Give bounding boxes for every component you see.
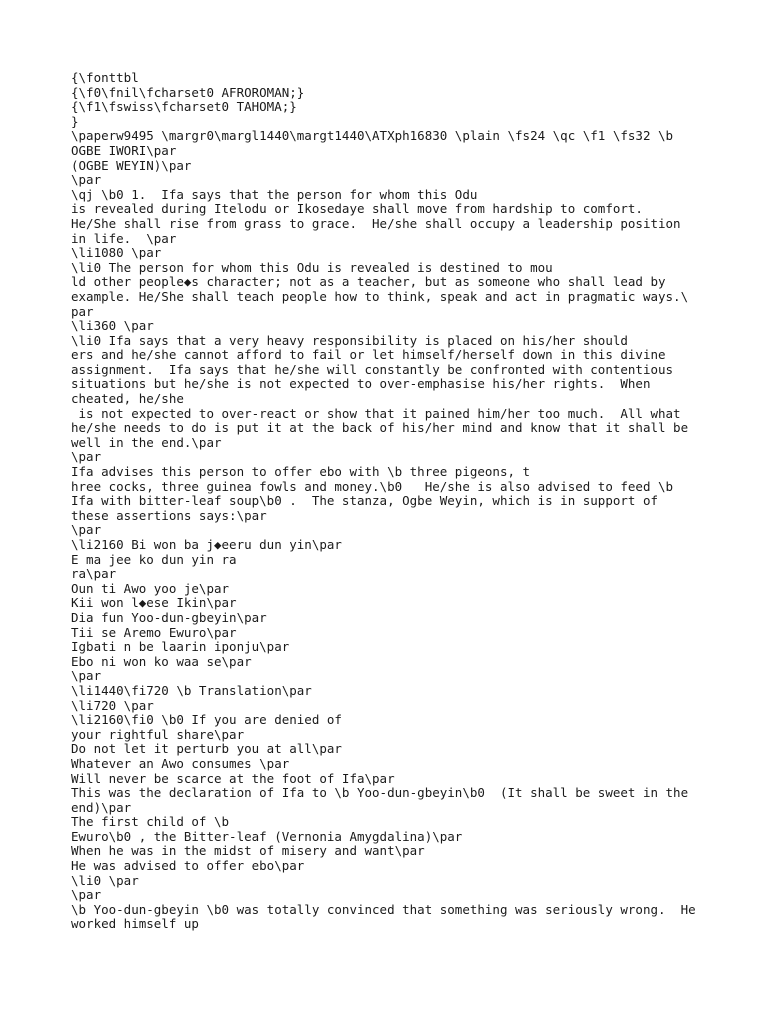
text-line: \par	[71, 669, 102, 684]
text-line: ers and he/she cannot afford to fail or let himself/herself down in this divine	[71, 348, 666, 363]
text-line: ld other people◆s character; not as a teacher, but as someone who shall lead by	[71, 275, 666, 290]
text-line: He was advised to offer ebo\par	[71, 859, 305, 874]
text-line: \par	[71, 523, 102, 538]
text-line: \par	[71, 173, 102, 188]
text-line: Whatever an Awo consumes \par	[71, 756, 290, 771]
text-line: your rightful share\par	[71, 727, 245, 742]
text-line: \li0 Ifa says that a very heavy responsibility is placed on his/her should	[71, 333, 628, 348]
text-line: (OGBE WEYIN)\par	[71, 158, 192, 173]
text-line: \li1440\fi720 \b Translation\par	[71, 683, 312, 698]
text-line: he/she needs to do is put it at the back of his/her mind and know that it shall be	[71, 421, 689, 436]
text-line: \li2160\fi0 \b0 If you are denied of	[71, 713, 342, 728]
text-line: these assertions says:\par	[71, 508, 267, 523]
text-line: Will never be scarce at the foot of Ifa\par	[71, 771, 395, 786]
text-line: \li0 \par	[71, 873, 139, 888]
text-line: ra\par	[71, 567, 117, 582]
text-line: hree cocks, three guinea fowls and money.\b0 He/she is also advised to feed \b	[71, 479, 674, 494]
text-line: Ewuro\b0 , the Bitter-leaf (Vernonia Amygdalina)\par	[71, 829, 463, 844]
text-line: \li2160 Bi won ba j◆eeru dun yin\par	[71, 538, 342, 552]
text-line: He/She shall rise from grass to grace. He/she shall occupy a leadership position	[71, 216, 681, 231]
text-line: worked himself up	[71, 917, 199, 932]
text-line: assignment. Ifa says that he/she will constantly be confronted with contentious	[71, 362, 674, 377]
text-line: \li0 The person for whom this Odu is revealed is destined to mou	[71, 260, 553, 275]
text-line: Igbati n be laarin iponju\par	[71, 640, 290, 655]
text-line: example. He/She shall teach people how to think, speak and act in pragmatic ways.\	[71, 289, 689, 304]
text-line: end)\par	[71, 800, 132, 815]
text-line: \qj \b0 1. Ifa says that the person for whom this Odu	[71, 187, 478, 202]
text-line: is not expected to over-react or show that it pained him/her too much. All what	[71, 406, 681, 421]
text-line: \li1080 \par	[71, 246, 162, 261]
text-line: is revealed during Itelodu or Ikosedaye shall move from hardship to comfort.	[71, 202, 643, 217]
text-line: \paperw9495 \margr0\margl1440\margt1440\ATXph16830 \plain \fs24 \qc \f1 \fs32 \b	[71, 129, 674, 144]
text-line: Ifa advises this person to offer ebo with \b three pigeons, t	[71, 465, 531, 480]
text-line: }	[71, 114, 79, 129]
text-line: {\fonttbl	[71, 71, 139, 85]
text-line: \li720 \par	[71, 698, 154, 713]
text-line: par	[71, 304, 94, 319]
text-line: Ifa with bitter-leaf soup\b0 . The stanza, Ogbe Weyin, which is in support of	[71, 494, 658, 509]
text-line: Oun ti Awo yoo je\par	[71, 581, 230, 596]
text-line: Tii se Aremo Ewuro\par	[71, 625, 237, 640]
text-line: \par	[71, 888, 102, 903]
text-line: OGBE IWORI\par	[71, 143, 177, 158]
text-line: Dia fun Yoo-dun-gbeyin\par	[71, 610, 267, 625]
text-line: in life. \par	[71, 231, 177, 246]
text-line: cheated, he/she	[71, 392, 184, 407]
text-line: This was the declaration of Ifa to \b Yoo-dun-gbeyin\b0 (It shall be sweet in the	[71, 786, 689, 801]
text-line: \b Yoo-dun-gbeyin \b0 was totally convinced that something was seriously wrong. He	[71, 902, 696, 917]
text-line: {\f0\fnil\fcharset0 AFROROMAN;}	[71, 85, 305, 100]
text-line: E ma jee ko dun yin ra	[71, 552, 237, 567]
text-line: {\f1\fswiss\fcharset0 TAHOMA;}	[71, 100, 297, 115]
text-line: situations but he/she is not expected to over-emphasise his/her rights. When	[71, 377, 651, 392]
text-line: Ebo ni won ko waa se\par	[71, 654, 252, 669]
text-line: \li360 \par	[71, 319, 154, 334]
text-line: When he was in the midst of misery and want\par	[71, 844, 425, 859]
text-line: Kii won l◆ese Ikin\par	[71, 596, 237, 611]
document-text	[71, 71, 751, 932]
text-line: The first child of \b	[71, 815, 230, 830]
text-line: \par	[71, 450, 102, 465]
text-line: Do not let it perturb you at all\par	[71, 742, 342, 757]
text-line: well in the end.\par	[71, 435, 222, 450]
